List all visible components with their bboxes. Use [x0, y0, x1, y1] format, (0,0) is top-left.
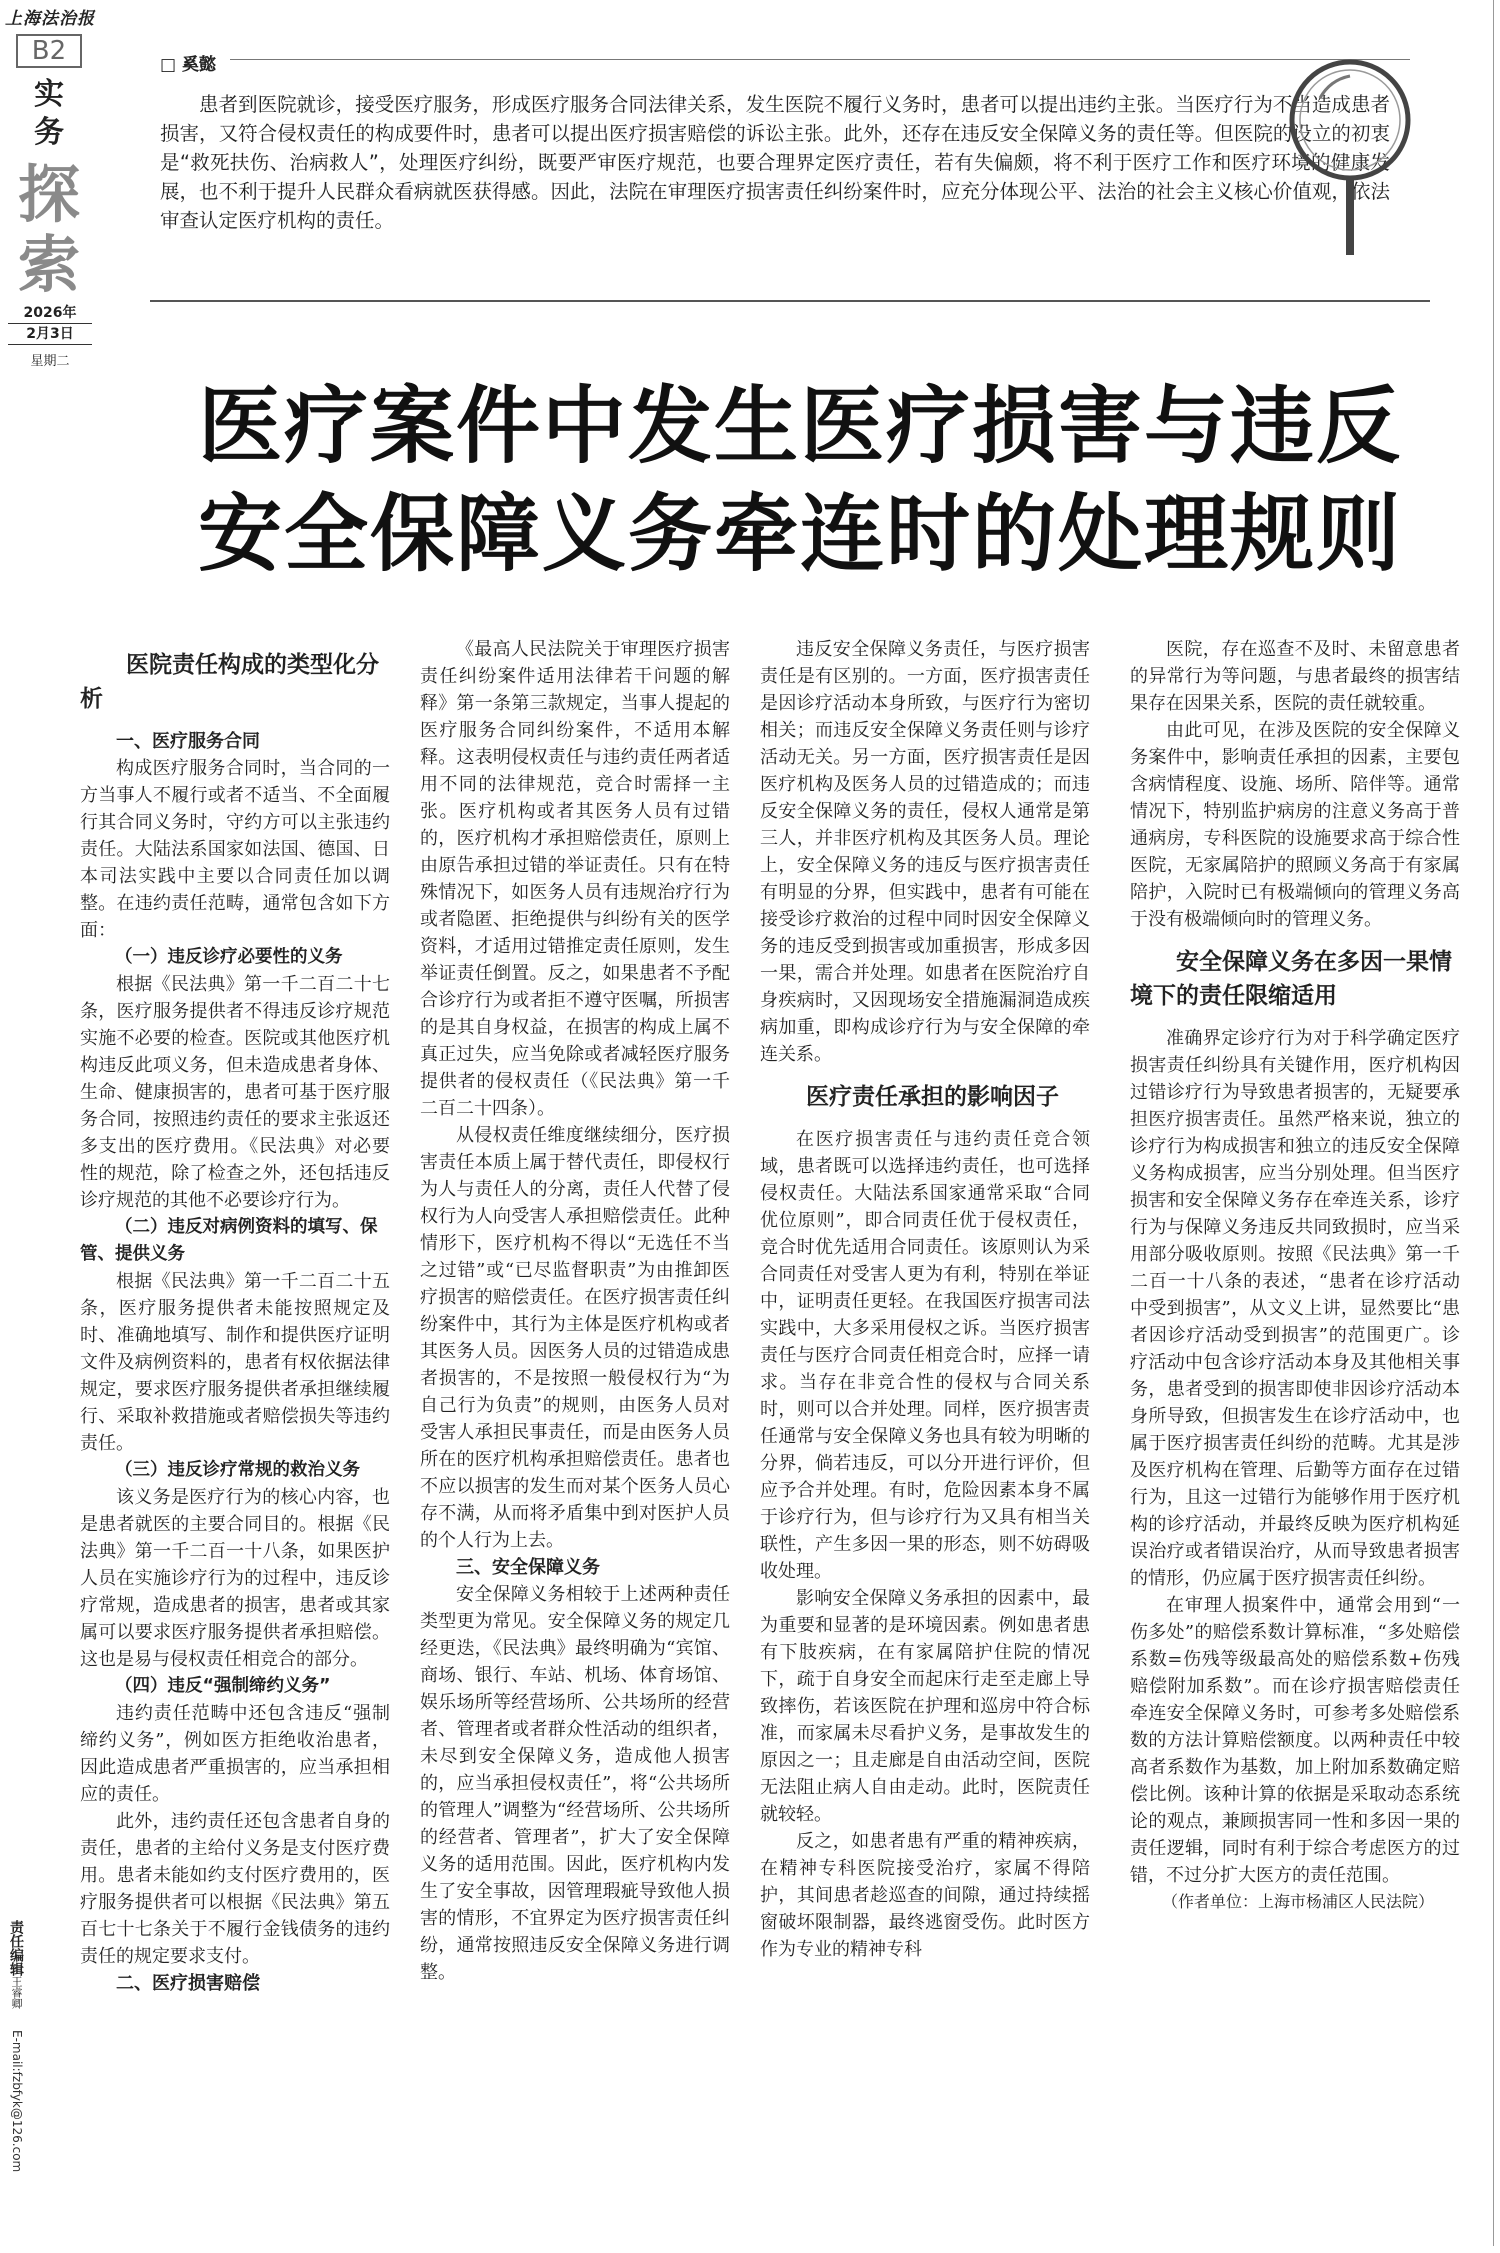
paragraph: 在医疗损害责任与违约责任竞合领域，患者既可以选择违约责任，也可选择侵权责任。大陆法系国家通常采取“合同优位原则”，即合同责任优于侵权责任，竞合时优先适用合同责任。该原则认为采合同责任对受害人更为有利，特别在举证中，证明责任更轻。在我国医疗损害司法实践中，大多采用侵权之诉。当医疗损害责任与医疗合同责任相竞合时，应择一请求。当存在非竞合性的侵权与合同关系时，则可以合并处理。同样，医疗损害责任通常与安全保障义务也具有较为明晰的分界，倘若违反，可以分开进行评价，但应予合并处理。有时，危险因素本身不属于诊疗行为，但与诊疗行为又具有相当关联性，产生多因一果的形态，则不妨碍吸收处理。	[760, 1129, 1090, 1582]
editor-email: E-mail:fzbfyk@126.com	[10, 2030, 24, 2173]
article-column-1	[80, 636, 390, 2233]
section-title: 探索	[17, 158, 80, 301]
author-affiliation: （作者单位：上海市杨浦区人民法院）	[1162, 1892, 1435, 1911]
paragraph: 根据《民法典》第一千二百二十五条，医疗服务提供者未能按照规定及时、准确地填写、制作和提供医疗证明文件及病例资料的，患者有权依据法律规定，要求医疗服务提供者承担继续履行、采取补救措施或者赔偿损失等违约责任。	[80, 1271, 390, 1454]
paragraph: 准确界定诊疗行为对于科学确定医疗损害责任纠纷具有关键作用，医疗机构因过错诊疗行为导致患者损害的，无疑要承担医疗损害责任。虽然严格来说，独立的诊疗行为构成损害和独立的违反安全保障义务构成损害，应当分别处理。但当医疗损害和安全保障义务存在牵连关系，诊疗行为与保障义务违反共同致损时，应当采用部分吸收原则。按照《民法典》第一千二百一十八条的表述，“患者在诊疗活动中受到损害”，从文义上讲，显然要比“患者因诊疗活动受到损害”的范围更广。诊疗活动中包含诊疗活动本身及其他相关事务，患者受到的损害即使非因诊疗活动本身所导致，但损害发生在诊疗活动中，也属于医疗损害责任纠纷的范畴。尤其是涉及医疗机构在管理、后勤等方面存在过错行为，且这一过错行为能够作用于医疗机构的诊疗活动，并最终反映为医疗机构延误治疗或者错误治疗，从而导致患者损害的情形，仍应属于医疗损害责任纠纷。	[1130, 1028, 1460, 1589]
paragraph: 反之，如患者患有严重的精神疾病，在精神专科医院接受治疗，家属不得陪护，其间患者趁巡查的间隙，通过持续摇窗破坏限制器，最终逃窗受伤。此时医方作为专业的精神专科	[760, 1831, 1090, 1960]
paragraph: 此外，违约责任还包含患者自身的责任，患者的主给付义务是支付医疗费用。患者未能如约支付医疗费用的，医疗服务提供者可以根据《民法典》第五百七十七条关于不履行金钱债务的违约责任的规定要求支付。	[80, 1811, 390, 1967]
date-year: 2026年	[23, 305, 77, 321]
paragraph: 从侵权责任维度继续细分，医疗损害责任本质上属于替代责任，即侵权行为人与责任人的分离，责任人代替了侵权行为人向受害人承担赔偿责任。此种情形下，医疗机构不得以“无选任不当之过错”或“已尽监督职责”为由推卸医疗损害的赔偿责任。在医疗损害责任纠纷案件中，其行为主体是医疗机构或者其医务人员。因医务人员的过错造成患者损害的，不是按照一般侵权行为“为自己行为负责”的规则，由医务人员对受害人承担民事责任，而是由医务人员所在的医疗机构承担赔偿责任。患者也不应以损害的发生而对某个医务人员心存不满，从而将矛盾集中到对医护人员的个人行为上去。	[420, 1125, 730, 1551]
editor-label: 责任编辑	[8, 1920, 24, 1976]
headline-line-1: 医疗案件中发生医疗损害与违反	[197, 376, 1402, 475]
subheading: （四）违反“强制缔约义务”	[115, 1676, 331, 1696]
page-number: B2	[16, 34, 82, 68]
paragraph: 违反安全保障义务责任，与医疗损害责任是有区别的。一方面，医疗损害责任是因诊疗活动本身所致，与医疗行为密切相关；而违反安全保障义务责任则与诊疗活动无关。另一方面，医疗损害责任是因医疗机构及医务人员的过错造成的；而违反安全保障义务的责任，侵权人通常是第三人，并非医疗机构及其医务人员。理论上，安全保障义务的违反与医疗损害责任有明显的分界，但实践中，患者有可能在接受诊疗救治的过程中同时因安全保障义务的违反受到损害或加重损害，形成多因一果，需合并处理。如患者在医院治疗自身疾病时，又因现场安全措施漏洞造成疾病加重，即构成诊疗行为与安全保障的牵连关系。	[760, 639, 1090, 1065]
paragraph: 由此可见，在涉及医院的安全保障义务案件中，影响责任承担的因素，主要包含病情程度、设施、场所、陪伴等。通常情况下，特别监护病房的注意义务高于普通病房，专科医院的设施要求高于综合性医院，无家属陪护的照顾义务高于有家属陪护，入院时已有极端倾向的管理义务高于没有极端倾向时的管理义务。	[1130, 720, 1460, 930]
section-heading: 医院责任构成的类型化分析	[80, 652, 379, 712]
subheading: （一）违反诊疗必要性的义务	[115, 947, 343, 967]
section-label: 实务	[34, 77, 64, 150]
paragraph: 安全保障义务相较于上述两种责任类型更为常见。安全保障义务的规定几经更迭，《民法典》最终明确为“宾馆、商场、银行、车站、机场、体育场馆、娱乐场所等经营场所、公共场所的经营者、管理者或者群众性活动的组织者，未尽到安全保障义务，造成他人损害的，应当承担侵权责任”，将“公共场所的管理人”调整为“经营场所、公共场所的经营者、管理者”，扩大了安全保障义务的适用范围。因此，医疗机构内发生了安全事故，因管理瑕疵导致他人损害的情形，不宜界定为医疗损害责任纠纷，通常按照违反安全保障义务进行调整。	[420, 1584, 730, 1983]
subheading: 一、医疗服务合同	[116, 731, 260, 752]
article-column-4	[1130, 636, 1460, 2233]
subheading: （二）违反对病例资料的填写、保管、提供义务	[80, 1217, 378, 1264]
author-byline: □ 奚懿	[160, 55, 216, 75]
magnifier-icon	[1260, 40, 1440, 260]
subheading: 三、安全保障义务	[456, 1557, 600, 1578]
editor-name: 王睿卿	[10, 1976, 23, 2009]
date-weekday: 星期二	[30, 354, 70, 369]
paragraph: 影响安全保障义务承担的因素中，最为重要和显著的是环境因素。例如患者患有下肢疾病，在有家属陪护住院的情况下，疏于自身安全而起床行走至走廊上导致摔伤，若该医院在护理和巡房中符合标准，而家属未尽看护义务，是事故发生的原因之一；且走廊是自由活动空间，医院无法阻止病人自由走动。此时，医院责任就较轻。	[760, 1588, 1090, 1825]
subheading: 二、医疗损害赔偿	[116, 1973, 260, 1994]
paragraph: 根据《民法典》第一千二百二十七条，医疗服务提供者不得违反诊疗规范实施不必要的检查。医院或其他医疗机构违反此项义务，但未造成患者身体、生命、健康损害的，患者可基于医疗服务合同，按照违约责任的要求主张返还多支出的医疗费用。《民法典》对必要性的规范，除了检查之外，还包括违反诊疗规范的其他不必要诊疗行为。	[80, 974, 390, 1211]
paper-name: 上海法治报	[5, 9, 95, 29]
headline-line-2: 安全保障义务牵连时的处理规则	[197, 484, 1402, 583]
subheading: （三）违反诊疗常规的救治义务	[115, 1460, 360, 1480]
abstract-divider	[150, 300, 1430, 302]
section-heading: 安全保障义务在多因一果情境下的责任限缩适用	[1130, 949, 1452, 1009]
article-column-3	[760, 636, 1090, 2233]
paragraph: 医院，存在巡查不及时、未留意患者的异常行为等问题，与患者最终的损害结果存在因果关系，医院的责任就较重。	[1130, 639, 1460, 714]
editor-credit	[4, 1920, 24, 2009]
paragraph: 违约责任范畴中还包含违反“强制缔约义务”，例如医方拒绝收治患者，因此造成患者严重损害的，应当承担相应的责任。	[80, 1703, 390, 1805]
article-column-2	[420, 636, 730, 2233]
paragraph: 《最高人民法院关于审理医疗损害责任纠纷案件适用法律若干问题的解释》第一条第三款规定，当事人提起的医疗服务合同纠纷案件，不适用本解释。这表明侵权责任与违约责任两者适用不同的法律规范，竞合时需择一主张。医疗机构或者其医务人员有过错的，医疗机构才承担赔偿责任，原则上由原告承担过错的举证责任。只有在特殊情况下，如医务人员有违规治疗行为或者隐匿、拒绝提供与纠纷有关的医学资料，才适用过错推定责任原则，发生举证责任倒置。反之，如果患者不予配合诊疗行为或者拒不遵守医嘱，所损害的是其自身权益，在损害的构成上属不真正过失，应当免除或者减轻医疗服务提供者的侵权责任（《民法典》第一千二百二十四条）。	[420, 639, 730, 1119]
abstract-text: 患者到医院就诊，接受医疗服务，形成医疗服务合同法律关系，发生医院不履行义务时，患者可以提出违约主张。当医疗行为不当造成患者损害，又符合侵权责任的构成要件时，患者可以提出医疗损害赔偿的诉讼主张。此外，还存在违反安全保障义务的责任等。但医院的设立的初衷是“救死扶伤、治病救人”，处理医疗纠纷，既要严审医疗规范，也要合理界定医疗责任，若有失偏颇，将不利于医疗工作和医疗环境的健康发展，也不利于提升人民群众看病就医获得感。因此，法院在审理医疗损害责任纠纷案件时，应充分体现公平、法治的社会主义核心价值观，依法审查认定医疗机构的责任。	[160, 93, 1390, 232]
date-day: 2月3日	[8, 323, 92, 345]
author-divider	[230, 59, 1410, 60]
paragraph: 该义务是医疗行为的核心内容，也是患者就医的主要合同目的。根据《民法典》第一千二百一十八条，如果医护人员在实施诊疗行为的过程中，违反诊疗常规，造成患者的损害，患者或其家属可以要求医疗服务提供者承担赔偿。这也是易与侵权责任相竞合的部分。	[80, 1487, 390, 1670]
paragraph: 在审理人损案件中，通常会用到“一伤多处”的赔偿系数计算标准，“多处赔偿系数=伤残等级最高处的赔偿系数+伤残赔偿附加系数”。而在诊疗损害赔偿责任牵连安全保障义务时，可参考多处赔偿系数的方法计算赔偿额度。以两种责任中较高者系数作为基数，加上附加系数确定赔偿比例。该种计算的依据是采取动态系统论的观点，兼顾损害同一性和多因一果的责任逻辑，同时有利于综合考虑医方的过错，不过分扩大医方的责任范围。	[1130, 1595, 1460, 1886]
section-heading: 医疗责任承担的影响因子	[806, 1084, 1059, 1110]
paragraph: 构成医疗服务合同时，当合同的一方当事人不履行或者不适当、不全面履行其合同义务时，守约方可以主张违约责任。大陆法系国家如法国、德国、日本司法实践中主要以合同责任加以调整。在违约责任范畴，通常包含如下方面：	[80, 758, 390, 941]
